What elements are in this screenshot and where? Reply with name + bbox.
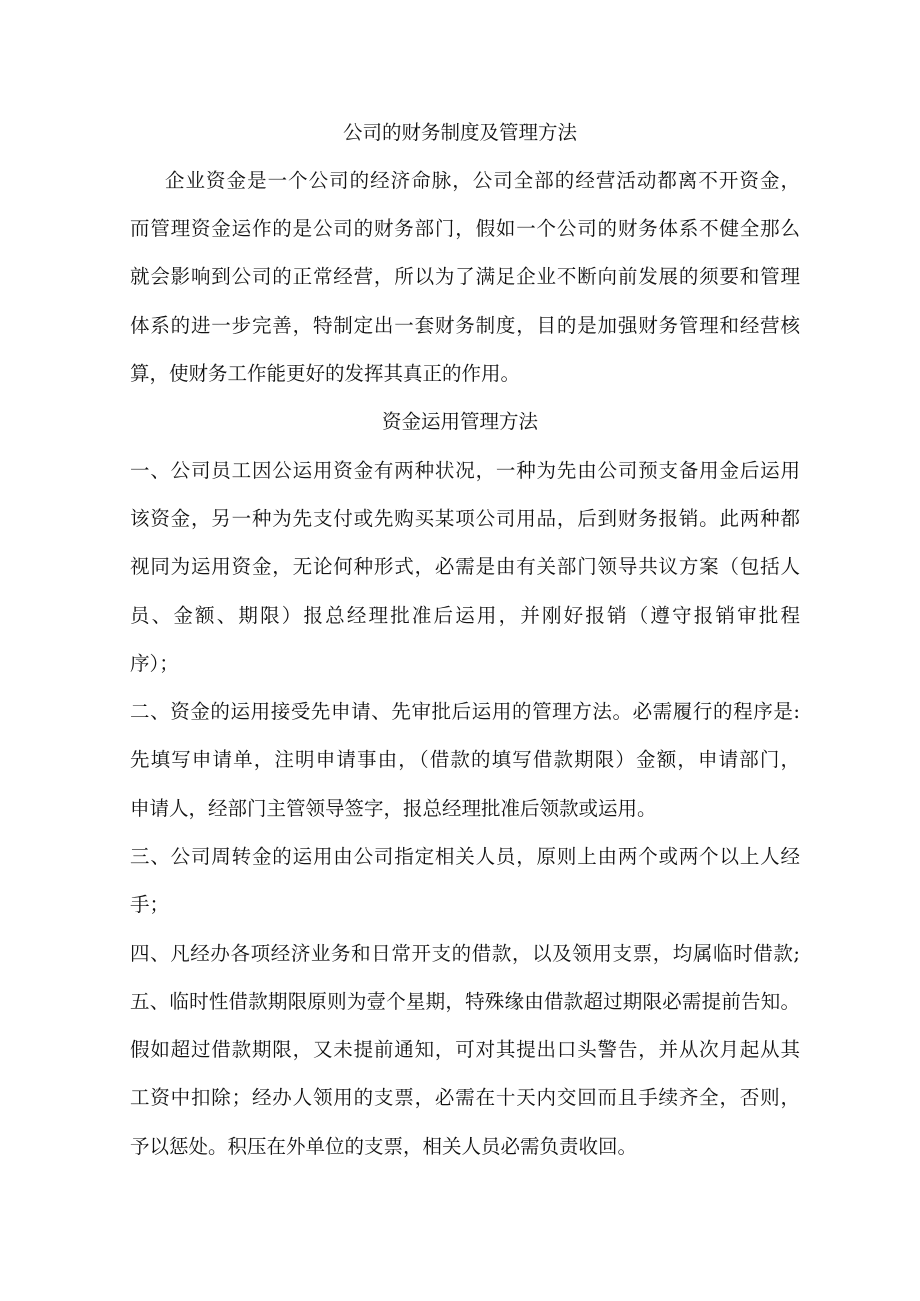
item2-line: 申请人，经部门主管领导签字，报总经理批准后领款或运用。	[130, 797, 657, 820]
section-title: 资金运用管理方法	[381, 410, 538, 433]
item2-line: 二、资金的运用接受先申请、先审批后运用的管理方法。必需履行的程序是:	[130, 700, 800, 723]
intro-line: 体系的进一步完善，特制定出一套财务制度，目的是加强财务管理和经营核	[130, 314, 800, 337]
item2-line: 先填写申请单，注明申请事由，（借款的填写借款期限）金额，申请部门，	[130, 748, 800, 771]
item5-line: 五、临时性借款期限原则为壹个星期，特殊缘由借款超过期限必需提前告知。	[130, 990, 800, 1013]
item1-line: 员、金额、期限）报总经理批准后运用，并刚好报销（遵守报销审批程	[130, 604, 800, 627]
item1-line: 一、公司员工因公运用资金有两种状况，一种为先由公司预支备用金后运用	[130, 459, 800, 482]
item1-line: 该资金，另一种为先支付或先购买某项公司用品，后到财务报销。此两种都	[130, 507, 800, 530]
intro-line: 企业资金是一个公司的经济命脉，公司全部的经营活动都离不开资金，	[165, 169, 800, 192]
item3-line: 三、公司周转金的运用由公司指定相关人员，原则上由两个或两个以上人经	[130, 845, 800, 868]
item5-line: 假如超过借款期限，又未提前通知，可对其提出口头警告，并从次月起从其	[130, 1038, 800, 1061]
item1-line: 视同为运用资金，无论何种形式，必需是由有关部门领导共议方案（包括人	[130, 555, 800, 578]
item5-line: 工资中扣除；经办人领用的支票，必需在十天内交回而且手续齐全，否则，	[130, 1086, 800, 1109]
item4-line: 四、凡经办各项经济业务和日常开支的借款，以及领用支票，均属临时借款;	[130, 942, 800, 965]
item1-line: 序）；	[130, 652, 179, 675]
document-title: 公司的财务制度及管理方法	[342, 121, 577, 144]
intro-line: 而管理资金运作的是公司的财务部门，假如一个公司的财务体系不健全那么	[130, 217, 800, 240]
item3-line: 手；	[130, 893, 170, 916]
item5-line: 予以惩处。积压在外单位的支票，相关人员必需负责收回。	[130, 1135, 638, 1158]
intro-line: 算，使财务工作能更好的发挥其真正的作用。	[130, 362, 521, 385]
intro-line: 就会影响到公司的正常经营，所以为了满足企业不断向前发展的须要和管理	[130, 265, 800, 288]
